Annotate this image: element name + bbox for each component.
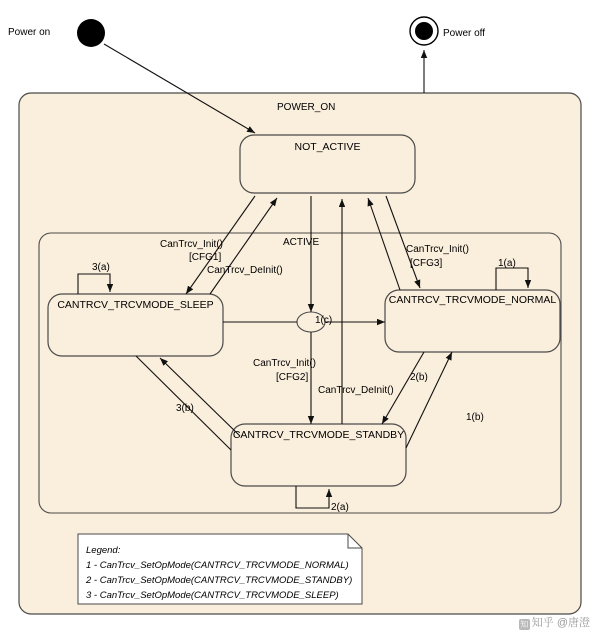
transition-label-init-cfg1-line2: [CFG1] bbox=[189, 252, 222, 263]
final-state-node-inner bbox=[415, 22, 433, 40]
transition-label-init-cfg2-line2: [CFG2] bbox=[276, 372, 309, 383]
power-off-label: Power off bbox=[443, 28, 486, 39]
transition-label-1a: 1(a) bbox=[498, 258, 516, 269]
legend-line-2: 2 - CanTrcv_SetOpMode(CANTRCV_TRCVMODE_STANDBY) bbox=[86, 575, 353, 586]
region-label-power-on: POWER_ON bbox=[277, 102, 336, 113]
transition-label-1c: 1(c) bbox=[315, 315, 333, 326]
transition-label-2b: 2(b) bbox=[410, 372, 428, 383]
transition-label-init-cfg1-line1: CanTrcv_Init() bbox=[160, 239, 223, 250]
legend-line-3: 3 - CanTrcv_SetOpMode(CANTRCV_TRCVMODE_SLEEP) bbox=[86, 590, 339, 601]
state-label-sleep: CANTRCV_TRCVMODE_SLEEP bbox=[57, 299, 214, 311]
watermark-text: 知乎 @唐澄 bbox=[531, 617, 590, 629]
transition-label-init-cfg3-line1: CanTrcv_Init() bbox=[406, 244, 469, 255]
transition-label-3a: 3(a) bbox=[92, 262, 110, 273]
watermark bbox=[519, 614, 590, 630]
state-label-not-active: NOT_ACTIVE bbox=[294, 141, 361, 153]
initial-state-node bbox=[77, 19, 105, 47]
transition-label-init-cfg3-line2: [CFG3] bbox=[410, 258, 443, 269]
region-label-active: ACTIVE bbox=[283, 237, 320, 248]
legend-line-1: 1 - CanTrcv_SetOpMode(CANTRCV_TRCVMODE_NORMAL) bbox=[86, 560, 349, 571]
power-on-label: Power on bbox=[8, 27, 51, 38]
transition-label-init-cfg2-line1: CanTrcv_Init() bbox=[253, 358, 316, 369]
state-label-standby: CANTRCV_TRCVMODE_STANDBY bbox=[232, 429, 405, 441]
transition-label-2a: 2(a) bbox=[331, 502, 349, 513]
transition-label-deinit-mid: CanTrcv_DeInit() bbox=[318, 385, 394, 396]
legend-title: Legend: bbox=[86, 545, 121, 556]
transition-label-deinit-left: CanTrcv_DeInit() bbox=[207, 265, 283, 276]
state-label-normal: CANTRCV_TRCVMODE_NORMAL bbox=[388, 294, 557, 306]
watermark-logo-icon: 知 bbox=[520, 620, 529, 629]
transition-label-3b: 3(b) bbox=[176, 403, 194, 414]
transition-label-1b: 1(b) bbox=[466, 412, 484, 423]
